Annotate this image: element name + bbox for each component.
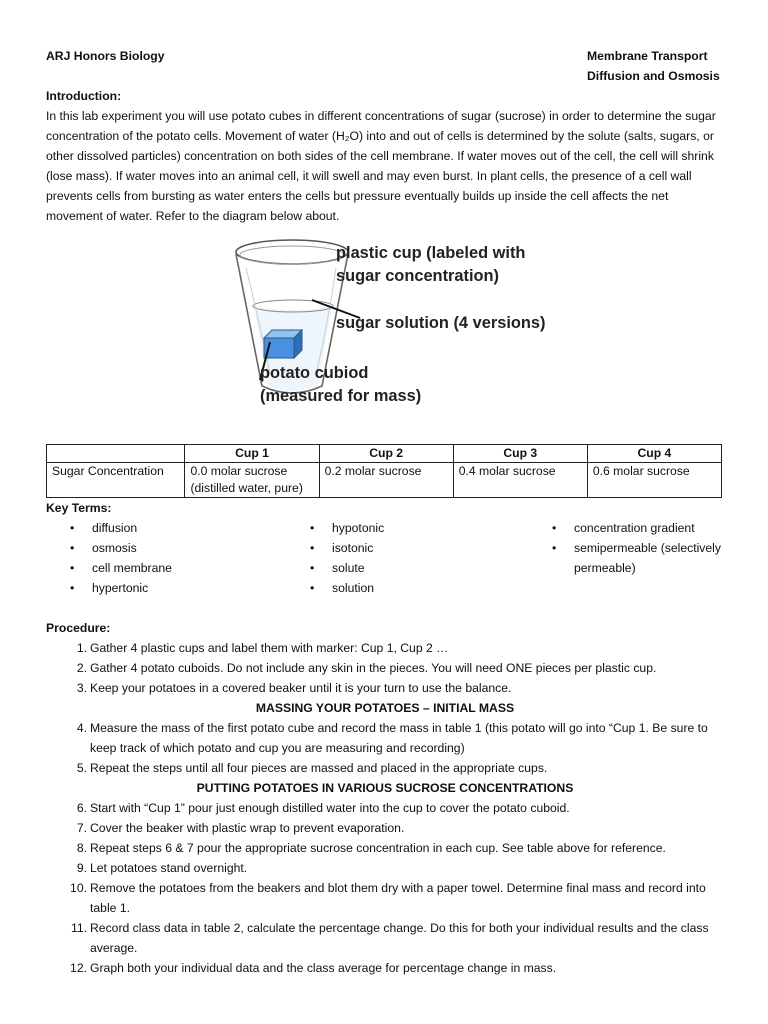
solution-label: sugar solution (4 versions) <box>336 314 546 332</box>
list-item: • osmosis <box>68 538 172 558</box>
list-item: • solution <box>308 578 384 598</box>
list-item: • solute <box>308 558 384 578</box>
list-item: 5. Repeat the steps until all four pieces are massed and placed in the appropriate cups. <box>76 761 548 775</box>
list-item: 10. Remove the potatoes from the beakers and blot them dry with a paper towel. Determine final mass and record into table 1. <box>70 881 706 915</box>
course-title: ARJ Honors Biology <box>46 49 165 63</box>
list-item: • hypertonic <box>68 578 172 598</box>
key-terms-column-1 <box>68 518 172 598</box>
list-item: • concentration gradient <box>550 518 724 538</box>
table-cell: 0.6 molar sucrose <box>587 463 721 498</box>
list-item: 7. Cover the beaker with plastic wrap to prevent evaporation. <box>76 821 405 835</box>
table-header-cell: Cup 1 <box>185 445 319 463</box>
list-item: 1. Gather 4 plastic cups and label them with marker: Cup 1, Cup 2 … <box>76 641 449 655</box>
procedure-steps-part-1 <box>46 638 724 698</box>
introduction-section <box>46 86 724 226</box>
document-header <box>46 46 724 86</box>
cup-diagram <box>46 234 724 430</box>
table-header-cell: Cup 4 <box>587 445 721 463</box>
list-item: 2. Gather 4 potato cuboids. Do not include any skin in the pieces. You will need ONE pieces per plastic cup. <box>76 661 657 675</box>
table-row <box>47 463 722 498</box>
intro-paragraph: In this lab experiment you will use potato cubes in different concentrations of sugar (sucrose) in order to determine the sugar concentration of the potato cells. Movement of water (H₂O) into and out of cells is determined by the solute (salts, sugars, or other dissolved particles) concentration on both sides of the cell membrane. If water moves out of the cell, the cell will shrink (lose mass). If water moves into an animal cell, it will swell and may even burst. In plant cells, the presence of a cell wall prevents cells from bursting as water enters the cells but pressure eventually builds up inside the cell affects the net movement of water. Refer to the diagram below about. <box>46 109 716 223</box>
table-row-label: Sugar Concentration <box>47 463 185 498</box>
list-item: • hypotonic <box>308 518 384 538</box>
procedure-heading: Procedure: <box>46 621 111 635</box>
sugar-concentration-table <box>46 444 722 498</box>
table-header-cell <box>47 445 185 463</box>
table-header-cell: Cup 2 <box>319 445 453 463</box>
table-cell: 0.0 molar sucrose (distilled water, pure) <box>185 463 319 498</box>
list-item: 8. Repeat steps 6 & 7 pour the appropriate sucrose concentration in each cup. See table above for reference. <box>76 841 666 855</box>
key-terms-column-3 <box>550 518 724 578</box>
table-header-row <box>47 445 722 463</box>
list-item: 4. Measure the mass of the first potato cube and record the mass in table 1 (this potato will go into “Cup 1. Be sure to keep track of which potato and cup you are measuring and recording) <box>76 721 708 755</box>
potato-label: potato cubiod (measured for mass) <box>260 364 422 405</box>
section-heading-sucrose: PUTTING POTATOES IN VARIOUS SUCROSE CONCENTRATIONS <box>196 781 574 795</box>
procedure-steps-part-3 <box>46 798 724 978</box>
list-item: 6. Start with “Cup 1” pour just enough distilled water into the cup to cover the potato cuboid. <box>76 801 570 815</box>
section-heading-initial-mass: MASSING YOUR POTATOES – INITIAL MASS <box>255 701 515 715</box>
topic-line-2: Diffusion and Osmosis <box>587 69 720 83</box>
table-cell: 0.2 molar sucrose <box>319 463 453 498</box>
list-item: • cell membrane <box>68 558 172 578</box>
topic-line-1: Membrane Transport <box>587 49 708 63</box>
list-item: 9. Let potatoes stand overnight. <box>76 861 248 875</box>
list-item: 3. Keep your potatoes in a covered beaker until it is your turn to use the balance. <box>76 681 512 695</box>
key-terms-column-2 <box>308 518 384 598</box>
list-item: 11. Record class data in table 2, calculate the percentage change. Do this for both your individual results and the class average. <box>70 921 709 955</box>
procedure-section <box>46 618 724 978</box>
topic-title <box>587 46 720 86</box>
list-item: • diffusion <box>68 518 172 538</box>
list-item: • isotonic <box>308 538 384 558</box>
intro-heading: Introduction: <box>46 89 122 103</box>
cup-label: plastic cup (labeled with sugar concentration) <box>336 244 526 285</box>
list-item: • semipermeable (selectively permeable) <box>550 538 724 578</box>
list-item: 12. Graph both your individual data and the class average for percentage change in mass. <box>70 961 557 975</box>
document-page <box>46 46 724 978</box>
table-header-cell: Cup 3 <box>453 445 587 463</box>
key-terms-heading: Key Terms: <box>46 501 112 515</box>
table-cell: 0.4 molar sucrose <box>453 463 587 498</box>
procedure-steps-part-2 <box>46 718 724 778</box>
key-terms-list <box>46 518 724 618</box>
